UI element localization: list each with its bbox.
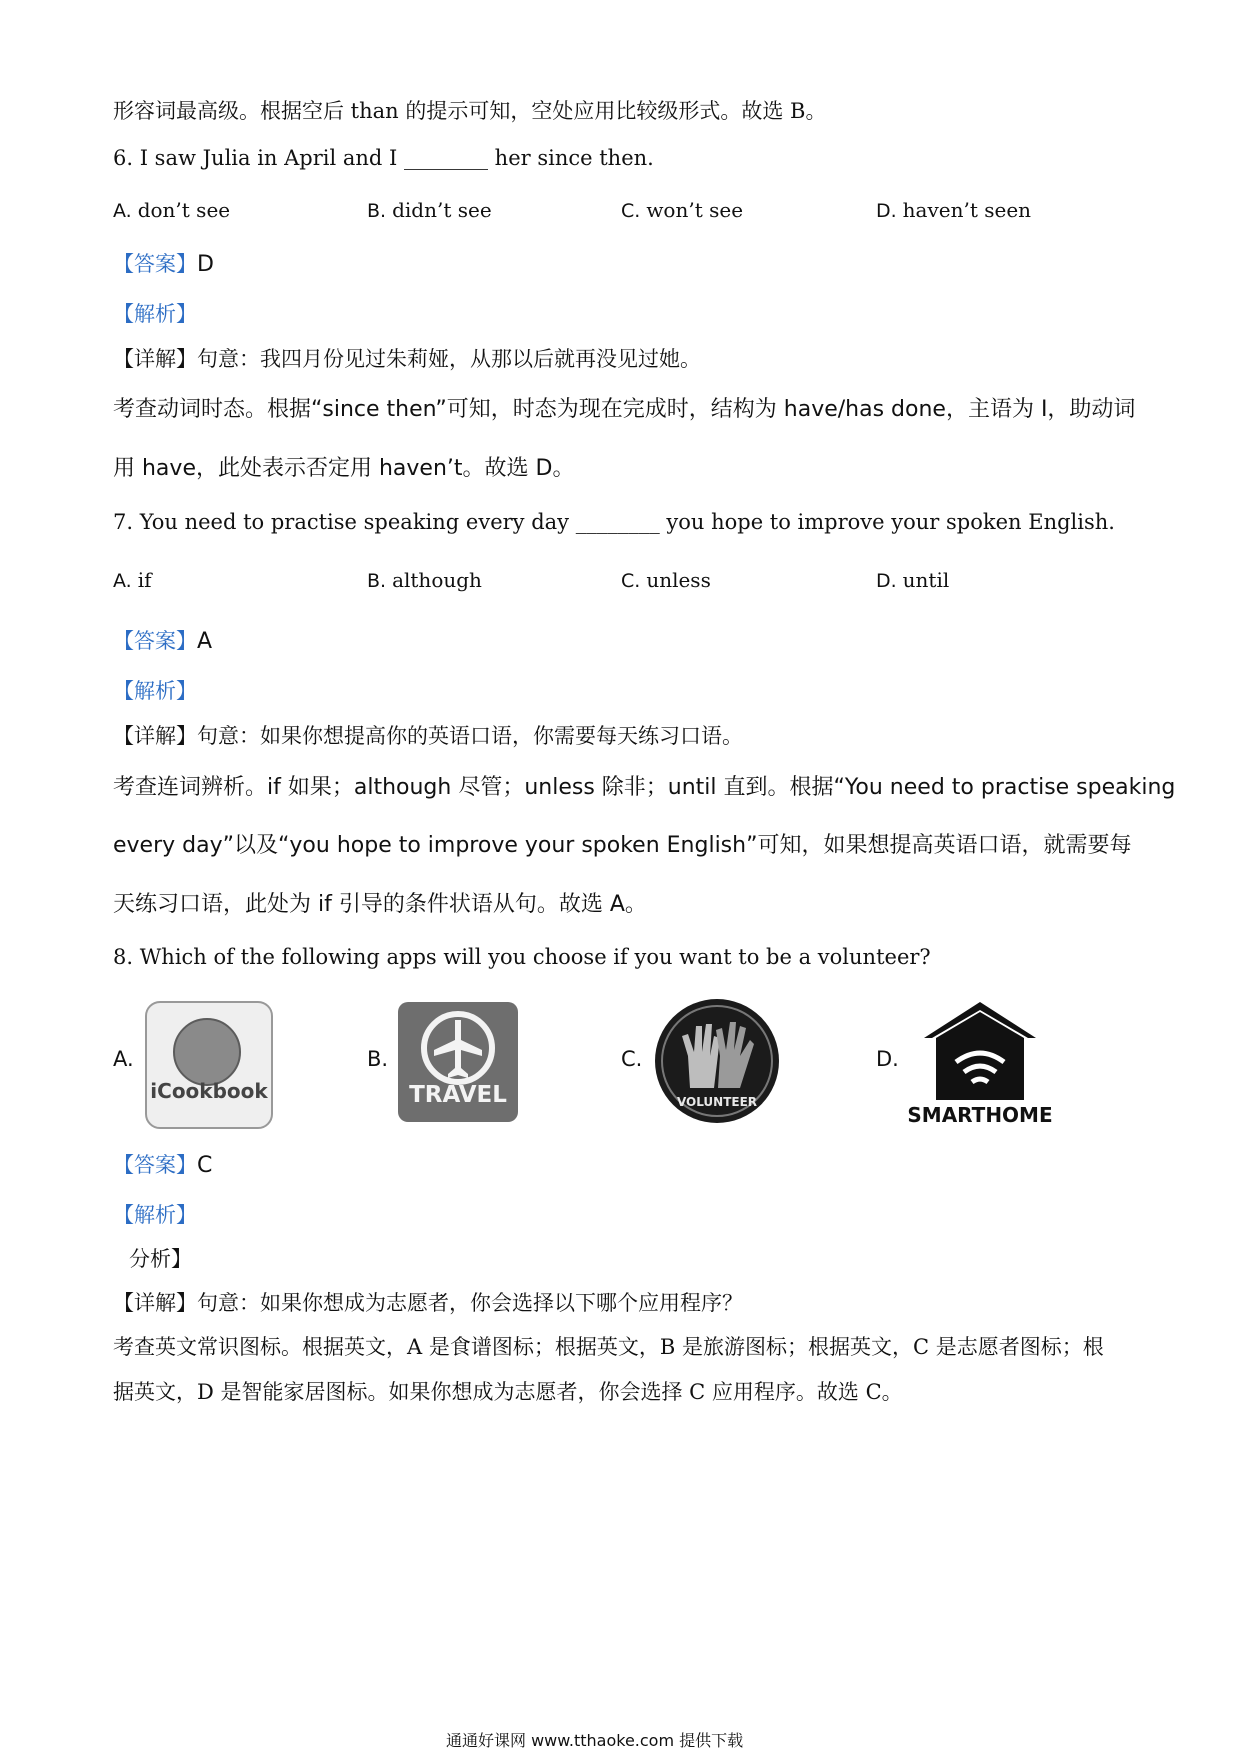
q8-option-a-letter: A. bbox=[113, 1047, 134, 1071]
q8-option-b-letter: B. bbox=[367, 1047, 389, 1071]
q6-explanation-line-2: 用 have，此处表示否定用 haven’t。故选 D。 bbox=[113, 456, 575, 481]
q8-option-c-letter: C. bbox=[621, 1047, 643, 1071]
q8-analysis-heading: 【解析】 bbox=[113, 1203, 197, 1227]
q7-explanation-line-2: every day”以及“you hope to improve your spoken English”可知，如果想提高英语口语，就需要每 bbox=[113, 833, 1132, 858]
q6-option-a: A. don’t see bbox=[113, 198, 231, 222]
q7-option-a: A. if bbox=[113, 568, 152, 592]
question-6: 6. I saw Julia in April and I ________ her since then. bbox=[113, 146, 654, 170]
q7-explanation-line-3: 天练习口语，此处为 if 引导的条件状语从句。故选 A。 bbox=[113, 892, 647, 917]
volunteer-label: VOLUNTEER bbox=[676, 1095, 758, 1109]
q6-option-c: C. won’t see bbox=[621, 198, 744, 222]
q7-answer: 【答案】A bbox=[113, 629, 213, 654]
q6-option-d: D. haven’t seen bbox=[876, 198, 1032, 222]
q8-explanation-line-1: 考查英文常识图标。根据英文，A 是食谱图标；根据英文，B 是旅游图标；根据英文，C 是志愿者图标；根 bbox=[113, 1335, 1104, 1359]
smarthome-app-icon bbox=[907, 996, 1053, 1133]
q6-option-b: B. didn’t see bbox=[367, 198, 492, 222]
question-8: 8. Which of the following apps will you choose if you want to be a volunteer? bbox=[113, 945, 931, 969]
q8-detail: 【详解】句意：如果你想成为志愿者，你会选择以下哪个应用程序？ bbox=[113, 1291, 743, 1315]
q7-option-d: D. until bbox=[876, 568, 950, 592]
q6-detail: 【详解】句意：我四月份见过朱莉娅，从那以后就再没见过她。 bbox=[113, 347, 701, 371]
smarthome-label: SMARTHOME bbox=[907, 1103, 1053, 1127]
cookbook-app-icon bbox=[144, 1000, 274, 1135]
volunteer-app-icon bbox=[652, 996, 782, 1131]
q8-answer: 【答案】C bbox=[113, 1153, 213, 1178]
page-footer: 通通好课网 www.tthaoke.com 提供下载 bbox=[446, 1731, 744, 1750]
q6-answer: 【答案】D bbox=[113, 252, 214, 277]
q7-option-b: B. although bbox=[367, 568, 482, 592]
q7-detail: 【详解】句意：如果你想提高你的英语口语，你需要每天练习口语。 bbox=[113, 724, 743, 748]
q8-explanation-line-2: 据英文，D 是智能家居图标。如果你想成为志愿者，你会选择 C 应用程序。故选 C。 bbox=[113, 1380, 903, 1404]
travel-app-icon bbox=[396, 1000, 520, 1129]
travel-label: TRAVEL bbox=[409, 1082, 507, 1108]
q7-explanation-line-1: 考查连词辨析。if 如果；although 尽管；unless 除非；until 直到。根据“You need to practise speaking bbox=[113, 775, 1176, 800]
previous-explanation-tail: 形容词最高级。根据空后 than 的提示可知，空处应用比较级形式。故选 B。 bbox=[113, 99, 827, 123]
q8-option-d-letter: D. bbox=[876, 1047, 899, 1071]
q7-analysis-heading: 【解析】 bbox=[113, 679, 197, 703]
question-7: 7. You need to practise speaking every day ________ you hope to improve your spoken English. bbox=[113, 510, 1115, 534]
q6-analysis-heading: 【解析】 bbox=[113, 302, 197, 326]
q8-fenxi-heading: 分析】 bbox=[129, 1247, 192, 1271]
q7-option-c: C. unless bbox=[621, 568, 711, 592]
cookbook-label: iCookbook bbox=[150, 1079, 268, 1103]
q6-explanation-line-1: 考查动词时态。根据“since then”可知，时态为现在完成时，结构为 have/has done，主语为 I，助动词 bbox=[113, 397, 1136, 422]
